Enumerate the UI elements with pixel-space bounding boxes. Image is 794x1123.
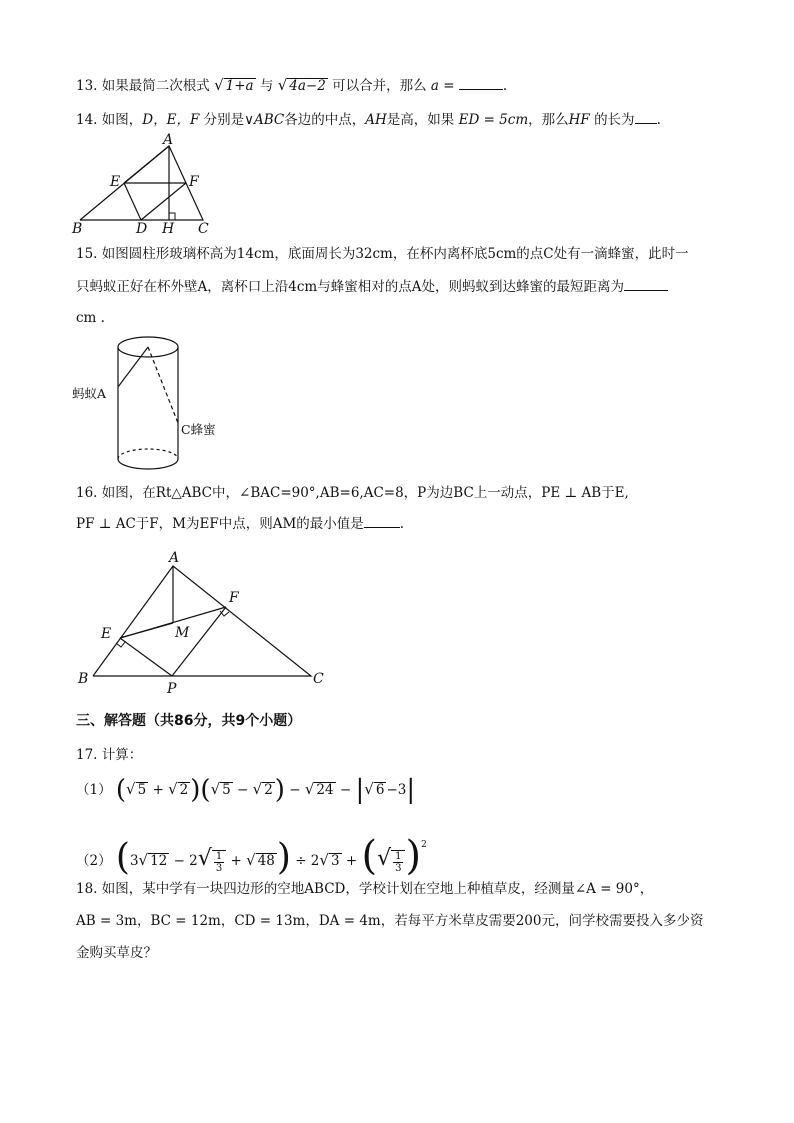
q16-line1: 如图，在Rt△ABC中，∠BAC=90°,AB=6,AC=8，P为边BC上一动点，PE ⊥ AB于E, bbox=[101, 485, 629, 501]
sqrt-sign: √ bbox=[197, 846, 212, 871]
abs-bar: | bbox=[406, 775, 416, 805]
paren: ( bbox=[200, 775, 211, 805]
q14-text3: 各边的中点， bbox=[284, 112, 366, 128]
sqrt-sign: √ bbox=[214, 76, 224, 94]
q16-line2: PF ⊥ AC于F，M为EF中点，则AM的最小值是 bbox=[76, 516, 364, 532]
q17-p2-three: 3 bbox=[129, 853, 139, 869]
q13-radicand-1: 1+a bbox=[225, 78, 254, 94]
label-A: A bbox=[169, 550, 180, 566]
q17-p2-rad3: 3 bbox=[330, 853, 340, 869]
q17-p1-rad2: 2 bbox=[179, 782, 189, 798]
label-ant-A: 蚂蚁A bbox=[72, 386, 107, 401]
label-A: A bbox=[163, 132, 174, 148]
q17-p1-rad5: 5 bbox=[137, 782, 147, 798]
sqrt-sign: √ bbox=[364, 780, 374, 798]
sqrt-sign: √ bbox=[246, 851, 256, 869]
q15-line3: cm . bbox=[76, 310, 105, 326]
q14-text1: 如图， bbox=[101, 112, 143, 128]
q17-part-1: （1） (√ 5 + √ 2)(√ 5 − √ 2) − √ 24 − |√ 6 −3| bbox=[76, 775, 416, 805]
sqrt-sign: √ bbox=[168, 780, 178, 798]
paren: ) bbox=[405, 833, 422, 879]
q14-text4: 是高，如果 bbox=[386, 112, 455, 128]
q14-hf: HF bbox=[568, 112, 590, 128]
q18-line3: 金购买草皮？ bbox=[76, 945, 157, 961]
q17-p2-frac2 bbox=[391, 850, 405, 874]
sqrt-sign: √ bbox=[252, 780, 263, 798]
q16-end: . bbox=[399, 516, 405, 532]
paren: ) bbox=[274, 775, 285, 805]
question-18-line3 bbox=[76, 944, 157, 962]
label-M: M bbox=[175, 625, 190, 641]
q15-number: 15. bbox=[76, 246, 98, 262]
question-18-line2 bbox=[76, 912, 703, 930]
q14-ah: AH bbox=[365, 112, 387, 128]
q14-triangle: ∨ABC bbox=[244, 112, 285, 128]
q17-p2-rad12: 12 bbox=[150, 853, 168, 869]
q15-line2: 只蚂蚁正好在杯外壁A，离杯口上沿4cm与蜂蜜相对的点A处，则蚂蚁到达蜂蜜的最短距离为 bbox=[76, 279, 624, 295]
frac-den: 3 bbox=[395, 862, 402, 874]
q17-p1-rad5b: 5 bbox=[222, 782, 231, 798]
q13-equation: a = bbox=[430, 78, 455, 94]
question-17 bbox=[76, 746, 142, 764]
sqrt-sign: √ bbox=[377, 846, 392, 871]
q14-text6: 的长为 bbox=[594, 112, 635, 128]
paren: ( bbox=[115, 837, 130, 878]
q13-number: 13. bbox=[76, 78, 98, 94]
sqrt-sign: √ bbox=[277, 76, 288, 94]
q15-line1: 如图圆柱形玻璃杯高为14cm，底面周长为32cm，在杯内离杯底5cm的点C处有一滴蜂蜜，此时一 bbox=[101, 246, 689, 262]
label-H: H bbox=[162, 221, 175, 237]
frac-num: 1 bbox=[215, 850, 223, 862]
q13-text1: 如果最简二次根式 bbox=[101, 78, 210, 94]
q17-number: 17. bbox=[76, 747, 98, 763]
q13-radicand-2: 4a−2 bbox=[289, 78, 326, 94]
label-B: B bbox=[72, 221, 83, 237]
q14-vars: D，E，F bbox=[142, 112, 200, 128]
label-P: P bbox=[167, 681, 177, 697]
exponent: 2 bbox=[421, 840, 427, 850]
sqrt-sign: √ bbox=[319, 851, 329, 869]
q17-p2-div: ÷ 2 bbox=[295, 853, 320, 869]
q13-end: . bbox=[502, 78, 508, 94]
question-18-line1 bbox=[76, 880, 653, 898]
frac-num: 1 bbox=[395, 850, 402, 862]
label-F: F bbox=[229, 590, 239, 606]
q13-text2: 与 bbox=[259, 78, 274, 94]
sqrt-sign: √ bbox=[304, 780, 315, 798]
paren: ( bbox=[361, 833, 378, 879]
q17-p1-label: （1） bbox=[76, 782, 112, 798]
abs-bar: | bbox=[355, 775, 365, 805]
q18-line2: AB = 3m，BC = 12m，CD = 13m，DA = 4m，若每平方米草皮需要200元，问学校需要投入多少资 bbox=[76, 913, 704, 929]
q17-title: 计算： bbox=[101, 747, 143, 763]
q14-text5: ，那么 bbox=[528, 112, 569, 128]
q16-number: 16. bbox=[76, 485, 98, 501]
q17-p2-rad48: 48 bbox=[257, 853, 275, 869]
label-D: D bbox=[136, 221, 148, 237]
q14-end: . bbox=[656, 112, 661, 128]
q14-number: 14. bbox=[76, 112, 98, 128]
label-E: E bbox=[101, 626, 112, 642]
q17-p1-rad2b: 2 bbox=[264, 782, 273, 798]
q17-p1-minus3: −3 bbox=[386, 782, 407, 798]
q17-part-2: （2） (3√ 12 − 2√ $\frac{1}{3}$ + √ 48) ÷ 2√ 3 + (√ $\frac{1}{3}$ )$^2$ bbox=[76, 833, 427, 879]
paren: ( bbox=[115, 775, 127, 805]
label-honey-C: C蜂蜜 bbox=[181, 422, 216, 437]
q14-text2: 分别是 bbox=[203, 112, 245, 128]
q17-p1-rad24: 24 bbox=[316, 782, 334, 798]
paren: ) bbox=[190, 775, 201, 805]
q17-p1-rad6: 6 bbox=[375, 782, 385, 798]
q13-text3: 可以合并，那么 bbox=[332, 78, 427, 94]
label-F: F bbox=[189, 174, 199, 190]
label-E: E bbox=[110, 174, 121, 190]
q18-number: 18. bbox=[76, 881, 98, 897]
label-B: B bbox=[78, 671, 89, 687]
sqrt-sign: √ bbox=[210, 780, 221, 798]
q17-p2-label: （2） bbox=[76, 853, 112, 869]
q17-p2-frac bbox=[212, 850, 226, 874]
label-C: C bbox=[313, 671, 324, 687]
q17-p2-minus2: − 2 bbox=[173, 853, 198, 869]
label-C: C bbox=[198, 221, 209, 237]
paren: ) bbox=[276, 837, 291, 878]
q18-line1: 如图，某中学有一块四边形的空地ABCD，学校计划在空地上种植草皮，经测量∠A = 90°， bbox=[101, 881, 654, 897]
sqrt-sign: √ bbox=[138, 851, 149, 869]
q14-ed: ED = 5cm bbox=[458, 112, 529, 128]
frac-den: 3 bbox=[215, 862, 223, 874]
section-3-title: 三、解答题（共86分，共9个小题） bbox=[76, 713, 302, 729]
sqrt-sign: √ bbox=[126, 780, 136, 798]
